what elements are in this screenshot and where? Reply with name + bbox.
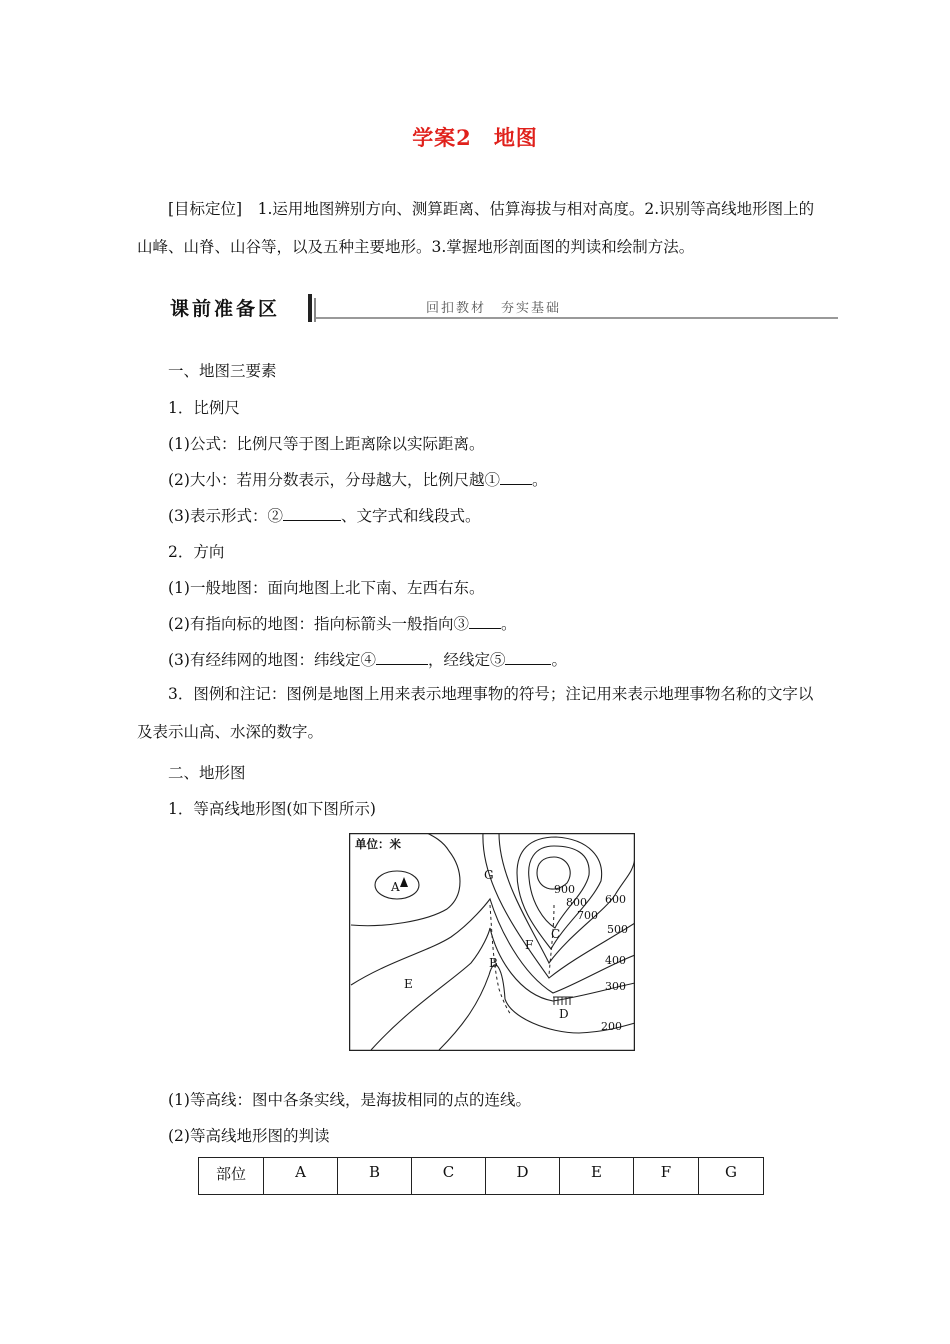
direction-arrow-end: 。 bbox=[500, 615, 517, 633]
table-cell-g: G bbox=[699, 1158, 764, 1195]
table-row bbox=[199, 1158, 764, 1195]
scale-size-end: 。 bbox=[531, 471, 548, 489]
point-e: E bbox=[404, 977, 413, 991]
banner-title: 课前准备区 bbox=[170, 298, 281, 320]
contour-map bbox=[349, 833, 635, 1051]
banner-subtitle: 回扣教材 夯实基础 bbox=[426, 301, 562, 316]
table-cell-a: A bbox=[264, 1158, 338, 1195]
scale-formula: (1)公式：比例尺等于图上距离除以实际距离。 bbox=[168, 435, 485, 453]
elevation-500: 500 bbox=[607, 923, 628, 936]
table-cell-b: B bbox=[338, 1158, 412, 1195]
direction-arrow bbox=[168, 612, 516, 634]
reading-heading: (2)等高线地形图的判读 bbox=[168, 1127, 330, 1145]
section2-heading: 二、地形图 bbox=[168, 764, 246, 782]
reading-table bbox=[198, 1157, 764, 1195]
map-frame bbox=[350, 834, 635, 1051]
title-part2: 地图 bbox=[493, 125, 538, 150]
legend-paragraph: 3．图例和注记：图例是地图上用来表示地理事物的符号；注记用来表示地理事物名称的文字以及表示山高、水深的数字。 bbox=[137, 685, 814, 741]
title-part1: 学案2 bbox=[412, 125, 472, 150]
table-cell-d: D bbox=[486, 1158, 560, 1195]
scale-form-end: 、文字式和线段式。 bbox=[340, 507, 481, 525]
scale-form-text: (3)表示形式：② bbox=[168, 507, 283, 525]
direction-grid-end: 。 bbox=[551, 651, 567, 669]
page-title bbox=[0, 122, 950, 152]
direction-grid-mid: ，经线定⑤ bbox=[427, 651, 506, 669]
banner-rule bbox=[316, 317, 838, 319]
answer-blank-1[interactable] bbox=[500, 470, 532, 485]
point-d: D bbox=[559, 1007, 569, 1021]
answer-blank-2[interactable] bbox=[283, 506, 341, 521]
elevation-300: 300 bbox=[605, 980, 626, 993]
elevation-700: 700 bbox=[577, 909, 598, 922]
direction-grid bbox=[168, 648, 567, 670]
point-a: A bbox=[391, 880, 400, 894]
table-cell-c: C bbox=[412, 1158, 486, 1195]
point-c: C bbox=[551, 927, 561, 941]
table-header-cell: 部位 bbox=[199, 1158, 264, 1195]
direction-general: (1)一般地图：面向地图上北下南、左西右东。 bbox=[168, 579, 485, 597]
banner-divider bbox=[308, 294, 312, 322]
elevation-200: 200 bbox=[601, 1020, 622, 1033]
answer-blank-4[interactable] bbox=[376, 650, 428, 665]
elevation-900: 900 bbox=[554, 883, 575, 896]
objective-paragraph: [目标定位] 1.运用地图辨别方向、测算距离、估算海拔与相对高度。2.识别等高线地形图上的山峰、山脊、山谷等，以及五种主要地形。3.掌握地形剖面图的判读和绘制方法。 bbox=[137, 200, 815, 256]
scale-size bbox=[168, 468, 547, 490]
table-cell-f: F bbox=[634, 1158, 699, 1195]
contour-definition: (1)等高线：图中各条实线，是海拔相同的点的连线。 bbox=[168, 1091, 531, 1109]
elevation-600: 600 bbox=[605, 893, 626, 906]
section-banner bbox=[170, 292, 838, 326]
elevation-400: 400 bbox=[605, 954, 626, 967]
scale-heading: 1．比例尺 bbox=[168, 399, 240, 417]
elevation-800: 800 bbox=[566, 896, 587, 909]
scale-form bbox=[168, 504, 480, 526]
direction-heading: 2．方向 bbox=[168, 543, 225, 561]
table-cell-e: E bbox=[560, 1158, 634, 1195]
scale-size-text: (2)大小：若用分数表示，分母越大，比例尺越① bbox=[168, 471, 500, 489]
contour-heading: 1．等高线地形图(如下图所示) bbox=[168, 800, 376, 818]
direction-grid-text: (3)有经纬网的地图：纬线定④ bbox=[168, 651, 376, 669]
direction-arrow-text: (2)有指向标的地图：指向标箭头一般指向③ bbox=[168, 615, 469, 633]
point-g: G bbox=[484, 868, 494, 882]
answer-blank-3[interactable] bbox=[469, 614, 501, 629]
map-unit: 单位：米 bbox=[355, 837, 401, 851]
section1-heading: 一、地图三要素 bbox=[168, 362, 277, 380]
point-f: F bbox=[525, 938, 534, 952]
point-b: B bbox=[489, 956, 498, 970]
answer-blank-5[interactable] bbox=[505, 650, 551, 665]
